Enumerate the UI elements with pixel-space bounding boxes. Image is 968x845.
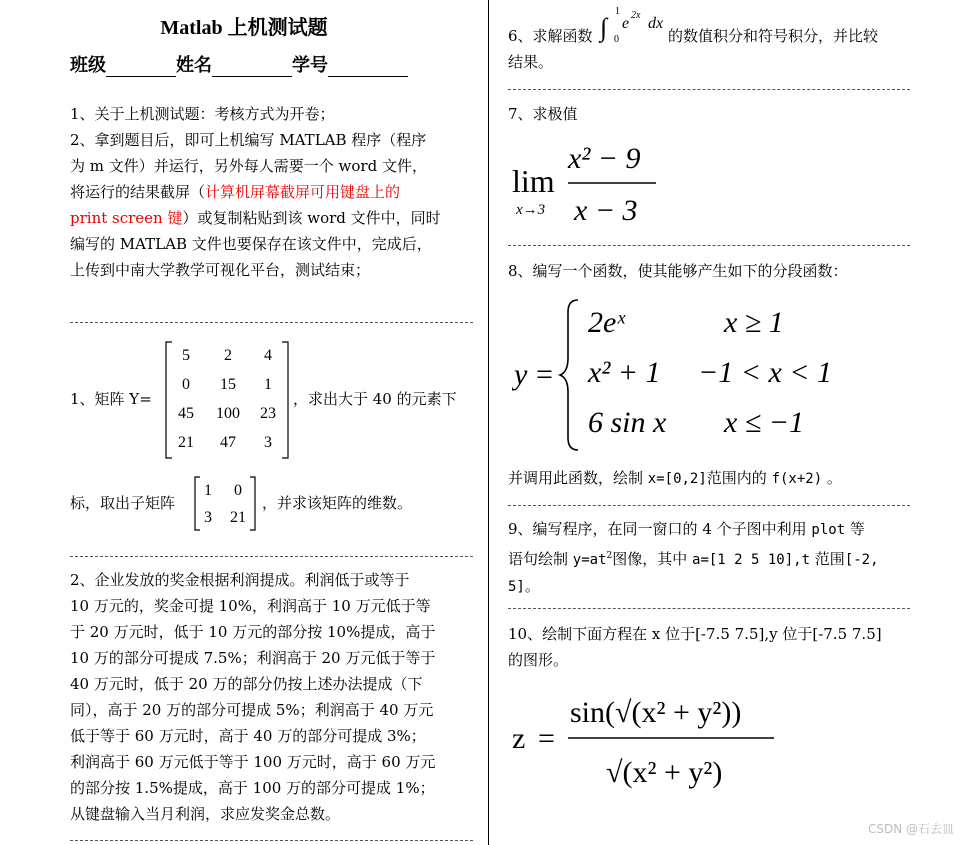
section-divider xyxy=(508,608,910,609)
section-divider xyxy=(70,556,473,557)
student-info xyxy=(70,51,408,77)
intro-line: 上传到中南大学教学可视化平台，测试结束； xyxy=(70,261,371,279)
class-label: 班级 xyxy=(70,55,106,76)
q1-line2-pre: 标，取出子矩阵 xyxy=(70,494,176,512)
z-formula xyxy=(512,678,782,796)
submatrix-cell: 21 xyxy=(230,509,246,526)
intro-section xyxy=(70,101,480,283)
matrix-cell: 1 xyxy=(264,376,272,393)
svg-text:dx: dx xyxy=(648,15,664,32)
matrix-cell: 47 xyxy=(220,434,236,451)
svg-text:e: e xyxy=(622,15,630,32)
red-note: print screen 键 xyxy=(70,209,183,227)
q2-line: 40 万元时，低于 20 万的部分仍按上述办法提成（下 xyxy=(70,675,423,693)
q9-line: 9、编写程序，在同一窗口的 4 个子图中利用 plot 等 xyxy=(508,520,865,538)
q2-line: 10 万的部分可提成 7.5%；利润高于 20 万元低于等于 xyxy=(70,649,436,667)
q6-suffix: 的数值积分和符号积分，并比较 xyxy=(668,27,879,45)
matrix-cell: 45 xyxy=(178,405,194,422)
svg-text:1: 1 xyxy=(615,6,620,17)
svg-text:=: = xyxy=(538,722,555,755)
section-divider xyxy=(508,505,910,506)
intro-line: 2、拿到题目后，即可上机编写 MATLAB 程序（程序 xyxy=(70,131,427,149)
svg-text:lim: lim xyxy=(512,163,555,199)
q2-section xyxy=(70,567,480,827)
matrix-cell: 15 xyxy=(220,376,236,393)
piecewise-cond: x ≤ −1 xyxy=(724,406,805,439)
submatrix-cell: 3 xyxy=(204,509,212,526)
piecewise-expr: 2eˣ xyxy=(588,306,625,339)
q2-line: 于 20 万元时，低于 10 万元的部分按 10%提成，高于 xyxy=(70,623,436,641)
svg-text:z: z xyxy=(512,722,526,755)
svg-text:0: 0 xyxy=(614,34,619,44)
piecewise-cond: x ≥ 1 xyxy=(724,306,784,339)
red-note: 计算机屏幕截屏可用键盘上的 xyxy=(205,183,401,201)
q9-line: 语句绘制 $y=at^2$图像，其中 a=[1 2 5 10],t 范围[-2, xyxy=(508,550,879,568)
matrix-cell: 0 xyxy=(182,376,190,393)
matrix-cell: 4 xyxy=(264,347,272,364)
page-title: Matlab 上机测试题 xyxy=(160,17,328,39)
q7-label: 7、求极值 xyxy=(508,105,578,123)
q9-section xyxy=(508,516,928,600)
matrix-cell: 2 xyxy=(224,347,232,364)
q10-line1: 10、绘制下面方程在 x 位于[-7.5 7.5],y 位于[-7.5 7.5] xyxy=(508,625,882,643)
class-blank[interactable] xyxy=(106,58,176,77)
section-divider xyxy=(70,322,473,323)
integral-formula xyxy=(598,4,670,44)
submatrix xyxy=(190,474,260,534)
svg-text:∫: ∫ xyxy=(600,13,608,42)
matrix-cell: 100 xyxy=(216,405,240,422)
svg-text:sin(√(x² + y²)): sin(√(x² + y²)) xyxy=(570,696,742,729)
csdn-watermark: CSDN @石去皿 xyxy=(867,822,954,836)
svg-text:2x: 2x xyxy=(631,10,641,21)
intro-line: print screen 键）或复制粘贴到该 word 文件中，同时 xyxy=(70,209,441,227)
matrix-cell: 23 xyxy=(260,405,276,422)
q1-suffix: ，求出大于 40 的元素下 xyxy=(293,390,457,408)
id-label: 学号 xyxy=(292,55,328,76)
submatrix-cell: 0 xyxy=(234,482,242,499)
matrix-cell: 5 xyxy=(182,347,190,364)
q2-line: 2、企业发放的奖金根据利润提成。利润低于或等于 xyxy=(70,571,410,589)
matrix-y xyxy=(160,338,294,462)
svg-text:x→3: x→3 xyxy=(516,202,546,218)
id-blank[interactable] xyxy=(328,58,408,77)
q2-line: 低于等于 60 万元时，高于 40 万的部分可提成 3%； xyxy=(70,727,426,745)
svg-text:x² − 9: x² − 9 xyxy=(568,142,641,175)
submatrix-cell: 1 xyxy=(204,482,212,499)
piecewise-function xyxy=(512,296,842,454)
q6-line2: 结果。 xyxy=(508,53,554,71)
intro-line: 将运行的结果截屏（计算机屏幕截屏可用键盘上的 xyxy=(70,183,401,201)
intro-line: 1、关于上机测试题：考核方式为开卷； xyxy=(70,105,335,123)
matrix-cell: 3 xyxy=(264,434,272,451)
intro-line: 编写的 MATLAB 文件也要保存在该文件中，完成后， xyxy=(70,235,432,253)
svg-text:=: = xyxy=(536,358,553,391)
svg-text:y: y xyxy=(514,358,528,391)
section-divider xyxy=(70,840,473,841)
limit-formula xyxy=(510,138,670,230)
right-column xyxy=(490,0,968,845)
svg-text:x − 3: x − 3 xyxy=(574,194,638,227)
piecewise-expr: 6 sin x xyxy=(588,406,667,439)
column-divider xyxy=(488,0,489,845)
name-label: 姓名 xyxy=(176,55,212,76)
matrix-cell: 21 xyxy=(178,434,194,451)
piecewise-cond: −1 < x < 1 xyxy=(698,356,833,389)
q1-line2-post: ，并求该矩阵的维数。 xyxy=(262,494,413,512)
svg-text:√(x² + y²): √(x² + y²) xyxy=(606,756,723,789)
q2-line: 从键盘输入当月利润，求应发奖金总数。 xyxy=(70,805,341,823)
q2-line: 10 万元的，奖金可提 10%，利润高于 10 万元低于等 xyxy=(70,597,431,615)
q9-line: 5]。 xyxy=(508,577,540,595)
name-blank[interactable] xyxy=(212,58,292,77)
q6-prefix: 6、求解函数 xyxy=(508,27,593,45)
section-divider xyxy=(508,245,910,246)
q10-line2: 的图形。 xyxy=(508,651,569,669)
intro-line: 为 m 文件）并运行，另外每人需要一个 word 文件， xyxy=(70,157,427,175)
q2-line: 同），高于 20 万的部分可提成 5%；利润高于 40 万元 xyxy=(70,701,434,719)
q2-line: 的部分按 1.5%提成，高于 100 万的部分可提成 1%； xyxy=(70,779,435,797)
q8-label: 8、编写一个函数，使其能够产生如下的分段函数： xyxy=(508,262,848,280)
q1-prefix: 1、矩阵 Y= xyxy=(70,390,152,408)
section-divider xyxy=(508,89,910,90)
piecewise-expr: x² + 1 xyxy=(588,356,661,389)
q2-line: 利润高于 60 万元低于等于 100 万元时，高于 60 万元 xyxy=(70,753,436,771)
q8-after: 并调用此函数，绘制 x=[0,2]范围内的 f(x+2) 。 xyxy=(508,469,842,487)
